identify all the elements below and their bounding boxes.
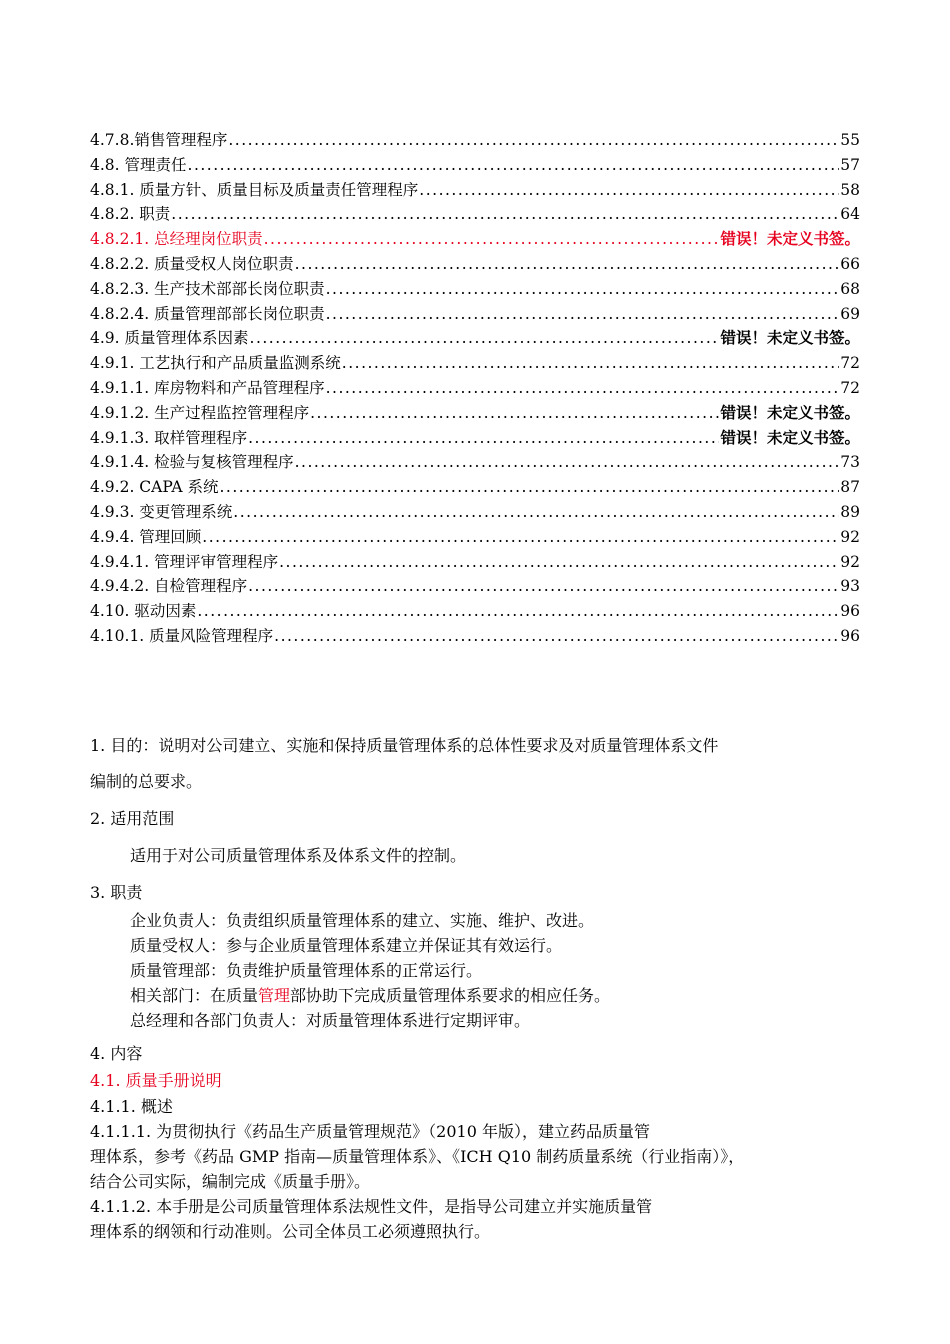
toc-bookmark-error: 错误！未定义书签。 bbox=[720, 230, 860, 249]
responsibility-item: 质量管理部：负责维护质量管理体系的正常运行。 bbox=[130, 961, 483, 980]
toc-dot-leader bbox=[233, 500, 839, 525]
toc-entry[interactable] bbox=[90, 227, 860, 252]
toc-entry-page: 68 bbox=[840, 279, 860, 298]
highlighted-text: 管理 bbox=[258, 986, 291, 1005]
toc-entry-title: 4.9.3. 变更管理系统 bbox=[90, 502, 233, 521]
toc-entry-title: 4.8.2.1. 总经理岗位职责 bbox=[90, 230, 263, 249]
toc-entry-page: 64 bbox=[840, 205, 860, 224]
toc-entry[interactable] bbox=[90, 302, 860, 327]
toc-entry-page: 96 bbox=[840, 602, 860, 621]
toc-entry-title: 4.8.2.2. 质量受权人岗位职责 bbox=[90, 254, 294, 273]
toc-entry[interactable] bbox=[90, 624, 860, 649]
section-3-heading: 3. 职责 bbox=[90, 883, 143, 902]
responsibility-item: 企业负责人：负责组织质量管理体系的建立、实施、维护、改进。 bbox=[130, 911, 595, 930]
section-2-text: 适用于对公司质量管理体系及体系文件的控制。 bbox=[130, 846, 467, 865]
responsibility-item bbox=[130, 985, 610, 1007]
toc-entry-page: 58 bbox=[840, 180, 860, 199]
toc-entry-page: 72 bbox=[840, 354, 860, 373]
toc-entry[interactable] bbox=[90, 450, 860, 475]
toc-entry-page: 93 bbox=[840, 577, 860, 596]
toc-entry-title: 4.9.1.4. 检验与复核管理程序 bbox=[90, 453, 294, 472]
paragraph-4-1-1-2: 4.1.1.2. 本手册是公司质量管理体系法规性文件，是指导公司建立并实施质量管 bbox=[90, 1197, 653, 1216]
toc-dot-leader bbox=[279, 550, 839, 575]
section-1-purpose: 1. 目的：说明对公司建立、实施和保持质量管理体系的总体性要求及对质量管理体系文件 bbox=[90, 736, 719, 755]
toc-entry-title: 4.9.1. 工艺执行和产品质量监测系统 bbox=[90, 354, 341, 373]
toc-entry[interactable] bbox=[90, 574, 860, 599]
toc-entry[interactable] bbox=[90, 128, 860, 153]
toc-dot-leader bbox=[248, 574, 839, 599]
toc-entry-title: 4.9.4. 管理回顾 bbox=[90, 527, 202, 546]
toc-entry[interactable] bbox=[90, 326, 860, 351]
toc-entry[interactable] bbox=[90, 550, 860, 575]
toc-entry[interactable] bbox=[90, 153, 860, 178]
toc-entry-title: 4.8.2. 职责 bbox=[90, 205, 171, 224]
toc-entry-title: 4.9.1.1. 库房物料和产品管理程序 bbox=[90, 378, 325, 397]
toc-entry-title: 4.9.1.3. 取样管理程序 bbox=[90, 428, 248, 447]
toc-dot-leader bbox=[326, 302, 840, 327]
responsibility-text: 相关部门：在质量 bbox=[130, 986, 259, 1005]
toc-entry-page: 92 bbox=[840, 527, 860, 546]
toc-bookmark-error: 错误！未定义书签。 bbox=[720, 428, 860, 447]
toc-dot-leader bbox=[264, 227, 720, 252]
toc-entry[interactable] bbox=[90, 500, 860, 525]
responsibility-item: 质量受权人：参与企业质量管理体系建立并保证其有效运行。 bbox=[130, 936, 563, 955]
toc-entry[interactable] bbox=[90, 599, 860, 624]
toc-entry-title: 4.8.2.4. 质量管理部部长岗位职责 bbox=[90, 304, 325, 323]
section-4-1-heading: 4.1. 质量手册说明 bbox=[90, 1071, 222, 1090]
toc-dot-leader bbox=[250, 326, 720, 351]
toc-entry-title: 4.8.1. 质量方针、质量目标及质量责任管理程序 bbox=[90, 180, 419, 199]
toc-dot-leader bbox=[419, 178, 839, 203]
toc-dot-leader bbox=[228, 128, 839, 153]
responsibility-item: 总经理和各部门负责人：对质量管理体系进行定期评审。 bbox=[130, 1011, 531, 1030]
paragraph-4-1-1-1-continued: 理体系，参考《药品 GMP 指南—质量管理体系》、《ICH Q10 制药质量系统（行业指南）》， bbox=[90, 1147, 745, 1166]
toc-entry[interactable] bbox=[90, 351, 860, 376]
toc-entry-title: 4.9. 质量管理体系因素 bbox=[90, 329, 249, 348]
toc-entry-page: 96 bbox=[840, 626, 860, 645]
section-4-1-1-heading: 4.1.1. 概述 bbox=[90, 1097, 173, 1116]
responsibility-text: 部协助下完成质量管理体系要求的相应任务。 bbox=[290, 986, 611, 1005]
toc-entry-title: 4.8.2.3. 生产技术部部长岗位职责 bbox=[90, 279, 325, 298]
section-2-heading: 2. 适用范围 bbox=[90, 809, 175, 828]
toc-entry-page: 73 bbox=[840, 453, 860, 472]
toc-entry-title: 4.7.8.销售管理程序 bbox=[90, 131, 228, 149]
table-of-contents bbox=[90, 128, 860, 649]
toc-bookmark-error: 错误！未定义书签。 bbox=[720, 403, 860, 422]
toc-dot-leader bbox=[326, 376, 840, 401]
toc-entry-page: 66 bbox=[840, 254, 860, 273]
toc-entry-page: 57 bbox=[840, 155, 860, 174]
toc-entry[interactable] bbox=[90, 401, 860, 426]
section-1-purpose-continued: 编制的总要求。 bbox=[90, 772, 203, 791]
section-4-heading: 4. 内容 bbox=[90, 1044, 143, 1063]
toc-dot-leader bbox=[295, 252, 840, 277]
paragraph-4-1-1-1-continued: 结合公司实际，编制完成《质量手册》。 bbox=[90, 1172, 371, 1191]
toc-bookmark-error: 错误！未定义书签。 bbox=[720, 329, 860, 348]
toc-dot-leader bbox=[274, 624, 839, 649]
toc-dot-leader bbox=[342, 351, 839, 376]
toc-entry[interactable] bbox=[90, 202, 860, 227]
toc-dot-leader bbox=[202, 525, 839, 550]
toc-entry[interactable] bbox=[90, 376, 860, 401]
toc-entry-page: 55 bbox=[840, 131, 860, 149]
toc-entry-title: 4.9.2. CAPA 系统 bbox=[90, 478, 219, 497]
toc-entry[interactable] bbox=[90, 525, 860, 550]
toc-entry-page: 89 bbox=[840, 502, 860, 521]
toc-dot-leader bbox=[295, 450, 840, 475]
paragraph-4-1-1-2-continued: 理体系的纲领和行动准则。公司全体员工必须遵照执行。 bbox=[90, 1222, 491, 1241]
toc-dot-leader bbox=[171, 202, 839, 227]
toc-entry-title: 4.10. 驱动因素 bbox=[90, 602, 197, 621]
toc-entry-title: 4.9.1.2. 生产过程监控管理程序 bbox=[90, 403, 310, 422]
toc-entry-title: 4.10.1. 质量风险管理程序 bbox=[90, 626, 274, 645]
toc-entry[interactable] bbox=[90, 252, 860, 277]
toc-entry-page: 72 bbox=[840, 378, 860, 397]
toc-entry[interactable] bbox=[90, 426, 860, 451]
toc-dot-leader bbox=[248, 426, 719, 451]
toc-entry[interactable] bbox=[90, 178, 860, 203]
toc-entry-title: 4.9.4.1. 管理评审管理程序 bbox=[90, 552, 279, 571]
toc-entry-page: 69 bbox=[840, 304, 860, 323]
toc-entry[interactable] bbox=[90, 475, 860, 500]
toc-dot-leader bbox=[219, 475, 839, 500]
toc-entry-page: 92 bbox=[840, 552, 860, 571]
toc-entry-title: 4.8. 管理责任 bbox=[90, 155, 187, 174]
paragraph-4-1-1-1: 4.1.1.1. 为贯彻执行《药品生产质量管理规范》（2010 年版），建立药品质量管 bbox=[90, 1122, 650, 1141]
toc-dot-leader bbox=[310, 401, 719, 426]
toc-entry[interactable] bbox=[90, 277, 860, 302]
toc-dot-leader bbox=[188, 153, 840, 178]
toc-entry-title: 4.9.4.2. 自检管理程序 bbox=[90, 577, 248, 596]
toc-dot-leader bbox=[197, 599, 839, 624]
toc-dot-leader bbox=[326, 277, 840, 302]
toc-entry-page: 87 bbox=[840, 478, 860, 497]
